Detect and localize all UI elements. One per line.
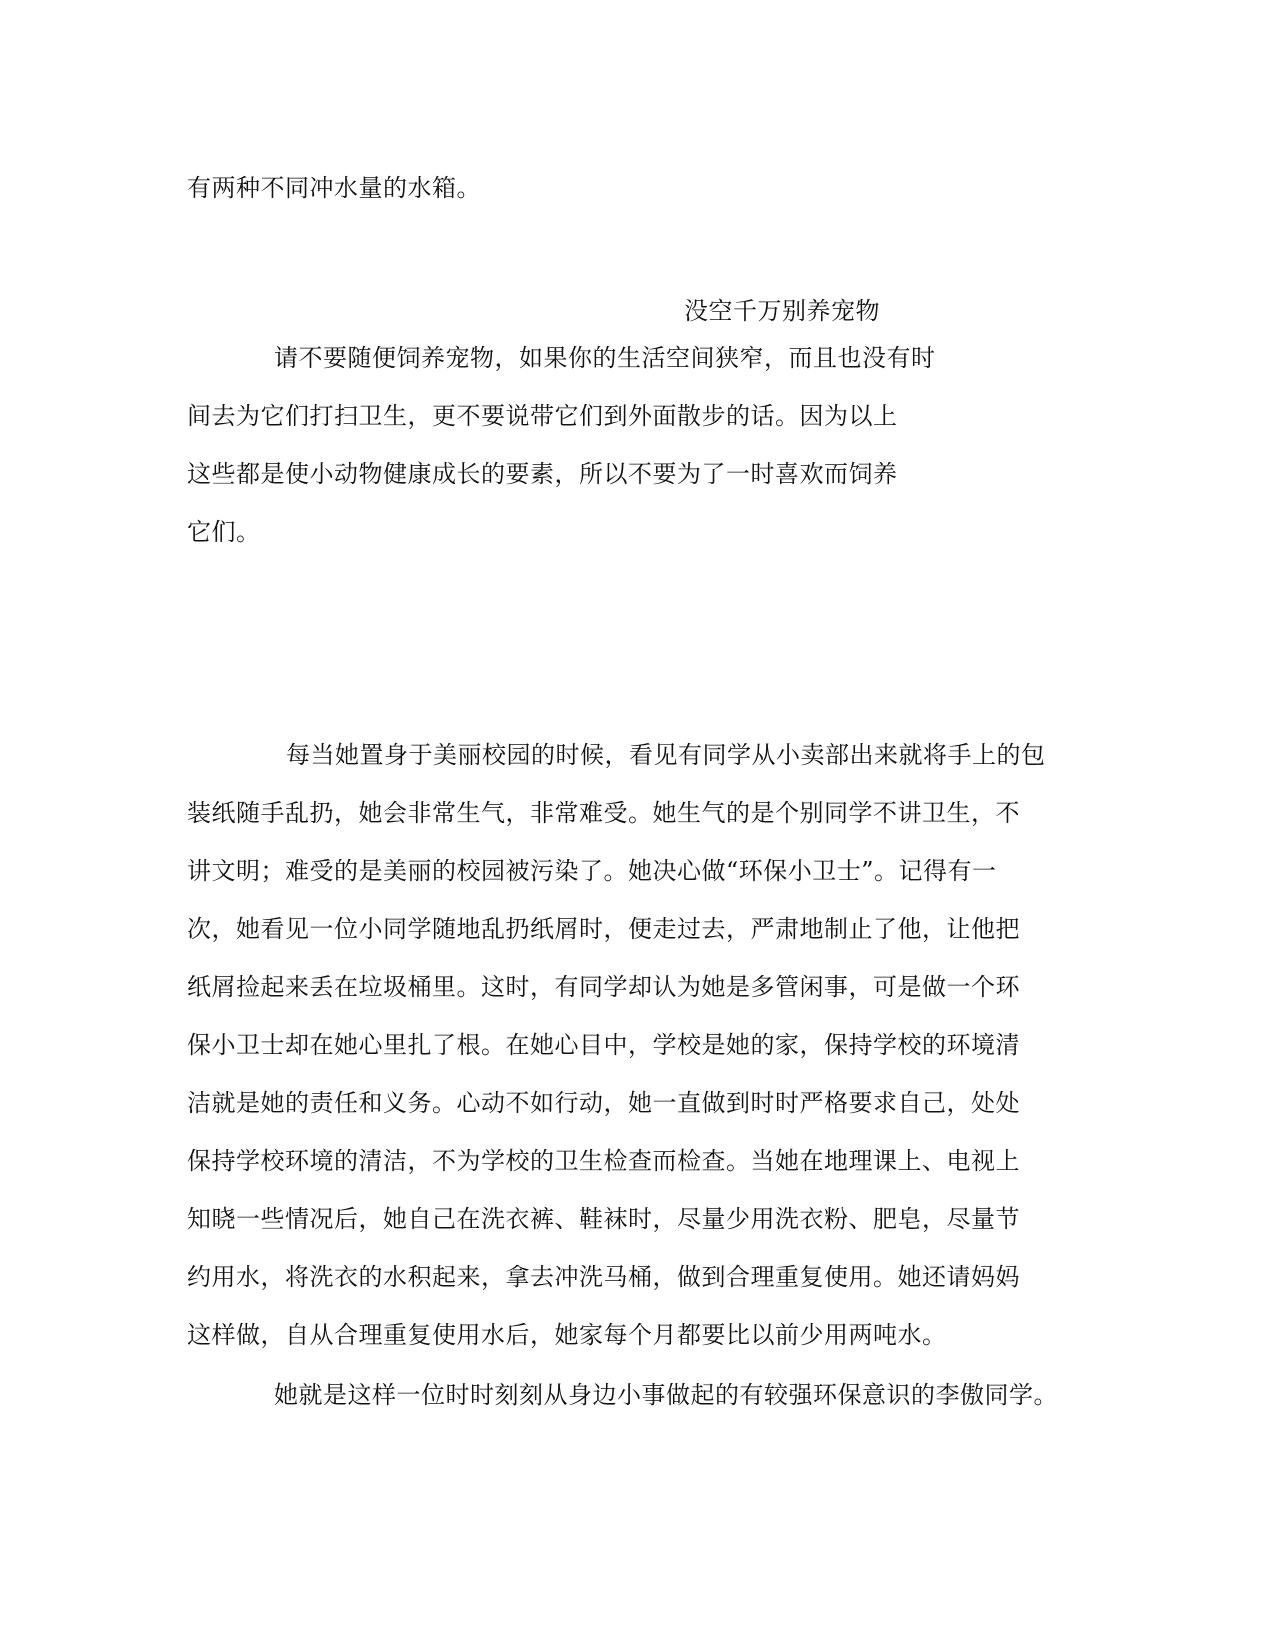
- closing-line: 她就是这样一位时时刻刻从身边小事做起的有较强环保意识的李傲同学。: [274, 1381, 1058, 1409]
- paragraph-line: 纸屑捡起来丢在垃圾桶里。这时，有同学却认为她是多管闲事，可是做一个环: [187, 973, 1020, 1001]
- paragraph-line: 每当她置身于美丽校园的时候，看见有同学从小卖部出来就将手上的包: [286, 741, 1046, 769]
- paragraph-line: 洁就是她的责任和义务。心动不如行动，她一直做到时时严格要求自己，处处: [187, 1089, 1020, 1117]
- paragraph-line: 间去为它们打扫卫生，更不要说带它们到外面散步的话。因为以上: [187, 402, 898, 430]
- paragraph-line: 知晓一些情况后，她自己在洗衣裤、鞋袜时，尽量少用洗衣粉、肥皂，尽量节: [187, 1205, 1020, 1233]
- continuation-line: 有两种不同冲水量的水箱。: [187, 174, 481, 202]
- paragraph-line: 保小卫士却在她心里扎了根。在她心目中，学校是她的家，保持学校的环境清: [187, 1031, 1020, 1059]
- section-title: 没空千万别养宠物: [684, 297, 880, 325]
- paragraph-line: 讲文明；难受的是美丽的校园被污染了。她决心做“环保小卫士”。记得有一: [187, 857, 997, 885]
- paragraph-line: 这样做，自从合理重复使用水后，她家每个月都要比以前少用两吨水。: [187, 1321, 947, 1349]
- paragraph-line: 请不要随便饲养宠物，如果你的生活空间狭窄，而且也没有时: [274, 344, 936, 372]
- paragraph-line: 保持学校环境的清洁，不为学校的卫生检查而检查。当她在地理课上、电视上: [187, 1147, 1020, 1175]
- paragraph-line: 这些都是使小动物健康成长的要素，所以不要为了一时喜欢而饲养: [187, 460, 898, 488]
- paragraph-line: 它们。: [187, 518, 261, 546]
- paragraph-line: 次，她看见一位小同学随地乱扔纸屑时，便走过去，严肃地制止了他，让他把: [187, 915, 1020, 943]
- paragraph-line: 装纸随手乱扔，她会非常生气，非常难受。她生气的是个别同学不讲卫生，不: [187, 799, 1020, 827]
- paragraph-line: 约用水，将洗衣的水积起来，拿去冲洗马桶，做到合理重复使用。她还请妈妈: [187, 1263, 1020, 1291]
